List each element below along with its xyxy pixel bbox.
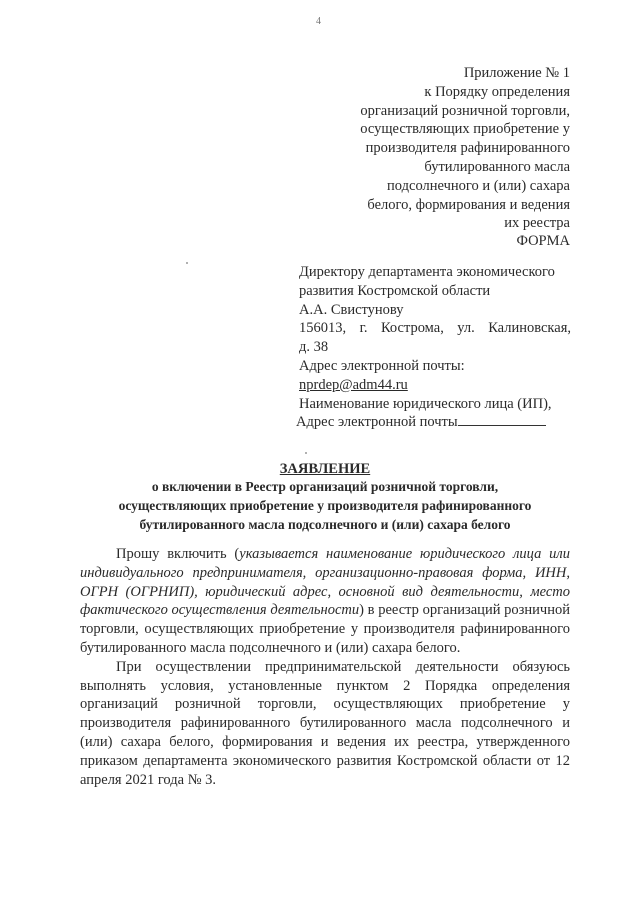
paragraph-obligation: При осуществлении предпринимательской деятельности обязуюсь выполнять условия, установленные пунктом 2 Порядка определения организаций розничной торговли, осуществляющих приобретение у производителя рафинированного бутилированного масла подсолнечного и (или) сахара белого, формирования и ведения их реестра, утвержденного приказом департамента экономического развития Костромской области от 12 апреля 2021 года № 3. xyxy=(80,658,570,788)
applicant-email-blank xyxy=(458,413,546,426)
addressee-position: Директору департамента экономического xyxy=(299,264,555,280)
paragraph-request-end: ) в реестр организаций розничной торговли, осуществляющих приобретение у производителя рафинированного бутилированного масла подсолнечного и (или) сахара белого. xyxy=(80,602,570,656)
form-label: ФОРМА xyxy=(516,233,570,249)
scan-artifact xyxy=(186,262,188,264)
subtitle-line: бутилированного масла подсолнечного и (или) сахара белого xyxy=(139,516,511,532)
document-title: ЗАЯВЛЕНИЕ xyxy=(279,461,371,477)
addressee-address: 156013, г. Кострома, ул. Калиновская, xyxy=(299,320,571,337)
appendix-line: подсолнечного и (или) сахара xyxy=(387,177,570,194)
scan-artifact xyxy=(305,452,307,454)
legal-name-label: Наименование юридического лица (ИП), xyxy=(299,395,552,412)
appendix-line: производителя рафинированного xyxy=(365,140,570,157)
appendix-line: к Порядку определения xyxy=(424,83,570,100)
addressee-department: развития Костромской области xyxy=(299,282,491,299)
appendix-line: бутилированного масла xyxy=(424,158,570,175)
appendix-header xyxy=(360,64,570,233)
addressee-block xyxy=(296,263,571,432)
addressee-name: А.А. Свистунову xyxy=(299,301,404,318)
paragraph-request-italic: указывается наименование юридического лица или индивидуального предпринимателя, организационно-правовая форма, ИНН, ОГРН (ОГРНИП), юридический адрес, основной вид деятельности, место фактического осуществления деятельности xyxy=(80,546,570,619)
paragraph-request-start: Прошу включить ( xyxy=(116,546,240,562)
appendix-line: белого, формирования и ведения xyxy=(367,196,570,213)
appendix-line: осуществляющих приобретение у xyxy=(360,121,570,138)
email-label: Адрес электронной почты: xyxy=(299,357,465,374)
document-subtitle xyxy=(60,478,590,534)
applicant-email-label: Адрес электронной почты xyxy=(296,414,458,431)
subtitle-line: осуществляющих приобретение у производителя рафинированного xyxy=(118,497,532,513)
appendix-line: Приложение № 1 xyxy=(463,65,570,81)
appendix-line: организаций розничной торговли, xyxy=(360,102,570,119)
page-number: 4 xyxy=(316,16,321,27)
subtitle-line: о включении в Реестр организаций розничной торговли, xyxy=(151,479,499,494)
paragraph-request xyxy=(80,545,570,658)
document-body xyxy=(80,545,570,789)
applicant-email-row xyxy=(296,413,571,432)
appendix-line: их реестра xyxy=(504,215,570,232)
addressee-address-cont: д. 38 xyxy=(299,339,329,356)
email-link[interactable]: nprdep@adm44.ru xyxy=(299,376,408,393)
